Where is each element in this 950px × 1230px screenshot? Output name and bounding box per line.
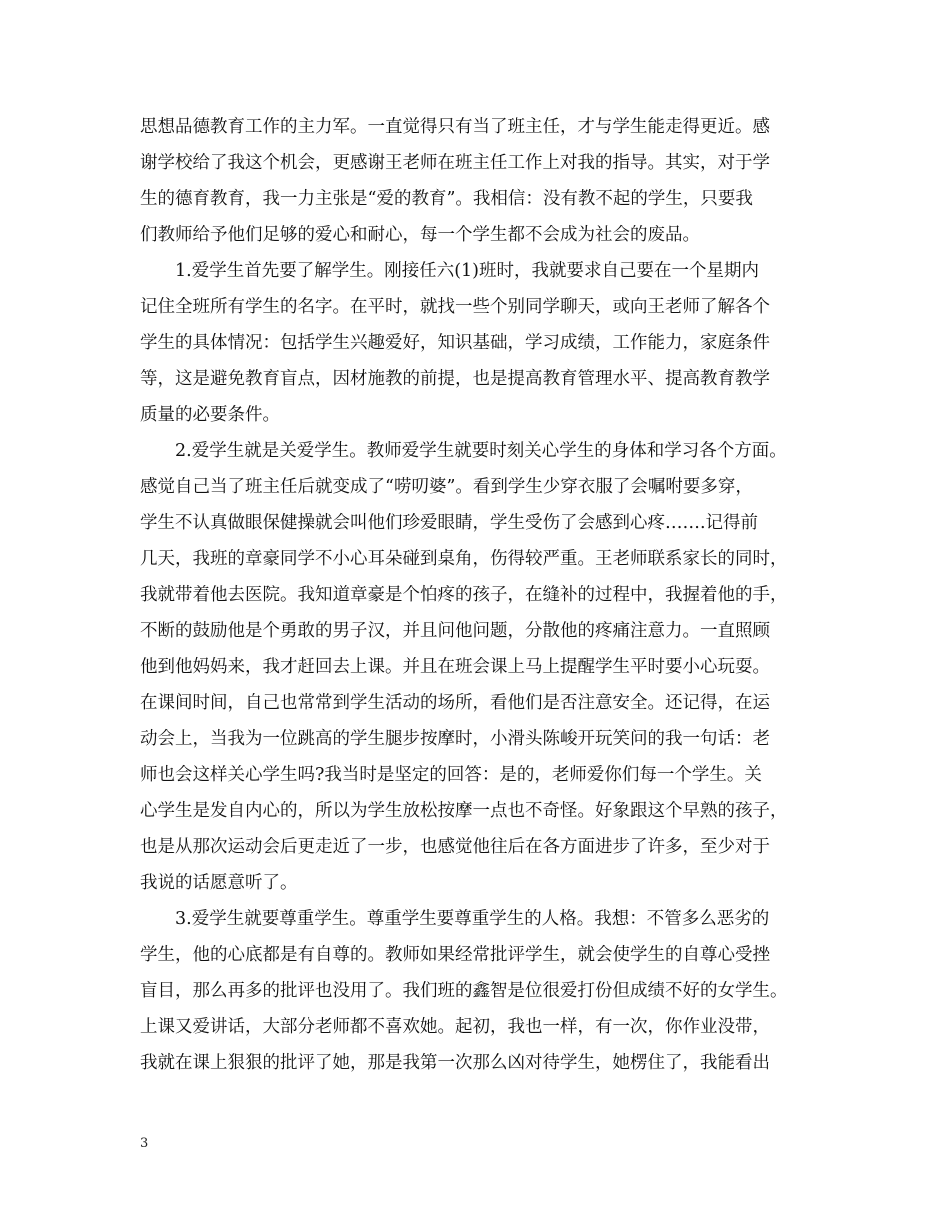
- text-line: 盲目，那么再多的批评也没用了。我们班的鑫智是位很爱打份但成绩不好的女学生。: [140, 981, 788, 1001]
- text-line: 3.爱学生就要尊重学生。尊重学生要尊重学生的人格。我想：不管多么恶劣的: [140, 909, 770, 929]
- text-line: 感觉自己当了班主任后就变成了“唠叨婆”。看到学生少穿衣服了会嘱咐要多穿，: [140, 477, 753, 497]
- text-line: 学生，他的心底都是有自尊的。教师如果经常批评学生，就会使学生的自尊心受挫: [140, 945, 770, 965]
- text-line: 几天，我班的章豪同学不小心耳朵碰到桌角，伤得较严重。王老师联系家长的同时，: [140, 549, 788, 569]
- text-line: 心学生是发自内心的，所以为学生放松按摩一点也不奇怪。好象跟这个早熟的孩子，: [140, 801, 788, 821]
- text-line: 上课又爱讲话，大部分老师都不喜欢她。起初，我也一样，有一次，你作业没带，: [140, 1017, 770, 1037]
- text-line: 动会上，当我为一位跳高的学生腿步按摩时，小滑头陈峻开玩笑问的我一句话：老: [140, 729, 770, 749]
- text-line: 等，这是避免教育盲点，因材施教的前提，也是提高教育管理水平、提高教育教学: [140, 369, 770, 389]
- text-line: 我就带着他去医院。我知道章豪是个怕疼的孩子，在缝补的过程中，我握着他的手，: [140, 585, 788, 605]
- text-line: 1.爱学生首先要了解学生。刚接任六(1)班时，我就要求自己要在一个星期内: [140, 261, 759, 281]
- text-line: 生的德育教育，我一力主张是“爱的教育”。我相信：没有教不起的学生，只要我: [140, 189, 753, 209]
- text-line: 他到他妈妈来，我才赶回去上课。并且在班会课上马上提醒学生平时要小心玩耍。: [140, 657, 770, 677]
- text-line: 我说的话愿意听了。: [140, 873, 298, 893]
- text-line: 思想品德教育工作的主力军。一直觉得只有当了班主任，才与学生能走得更近。感: [140, 117, 770, 137]
- text-line: 质量的必要条件。: [140, 405, 280, 425]
- text-line: 2.爱学生就是关爱学生。教师爱学生就要时刻关心学生的身体和学习各个方面。: [140, 441, 787, 461]
- text-line: 师也会这样关心学生吗?我当时是坚定的回答：是的，老师爱你们每一个学生。关: [140, 765, 762, 785]
- text-line: 学生的具体情况：包括学生兴趣爱好，知识基础，学习成绩，工作能力，家庭条件: [140, 333, 770, 353]
- text-line: 我就在课上狠狠的批评了她，那是我第一次那么凶对待学生，她楞住了，我能看出: [140, 1053, 770, 1073]
- text-line: 记住全班所有学生的名字。在平时，就找一些个别同学聊天，或向王老师了解各个: [140, 297, 770, 317]
- text-line: 不断的鼓励他是个勇敢的男子汉，并且问他问题，分散他的疼痛注意力。一直照顾: [140, 621, 770, 641]
- text-line: 学生不认真做眼保健操就会叫他们珍爱眼睛，学生受伤了会感到心疼…….记得前: [140, 513, 759, 533]
- page-number: 3: [140, 1136, 149, 1151]
- text-line: 也是从那次运动会后更走近了一步，也感觉他往后在各方面进步了许多，至少对于: [140, 837, 770, 857]
- text-line: 在课间时间，自己也常常到学生活动的场所，看他们是否注意安全。还记得，在运: [140, 693, 770, 713]
- text-line: 谢学校给了我这个机会，更感谢王老师在班主任工作上对我的指导。其实，对于学: [140, 153, 770, 173]
- text-line: 们教师给予他们足够的爱心和耐心，每一个学生都不会成为社会的废品。: [140, 225, 700, 245]
